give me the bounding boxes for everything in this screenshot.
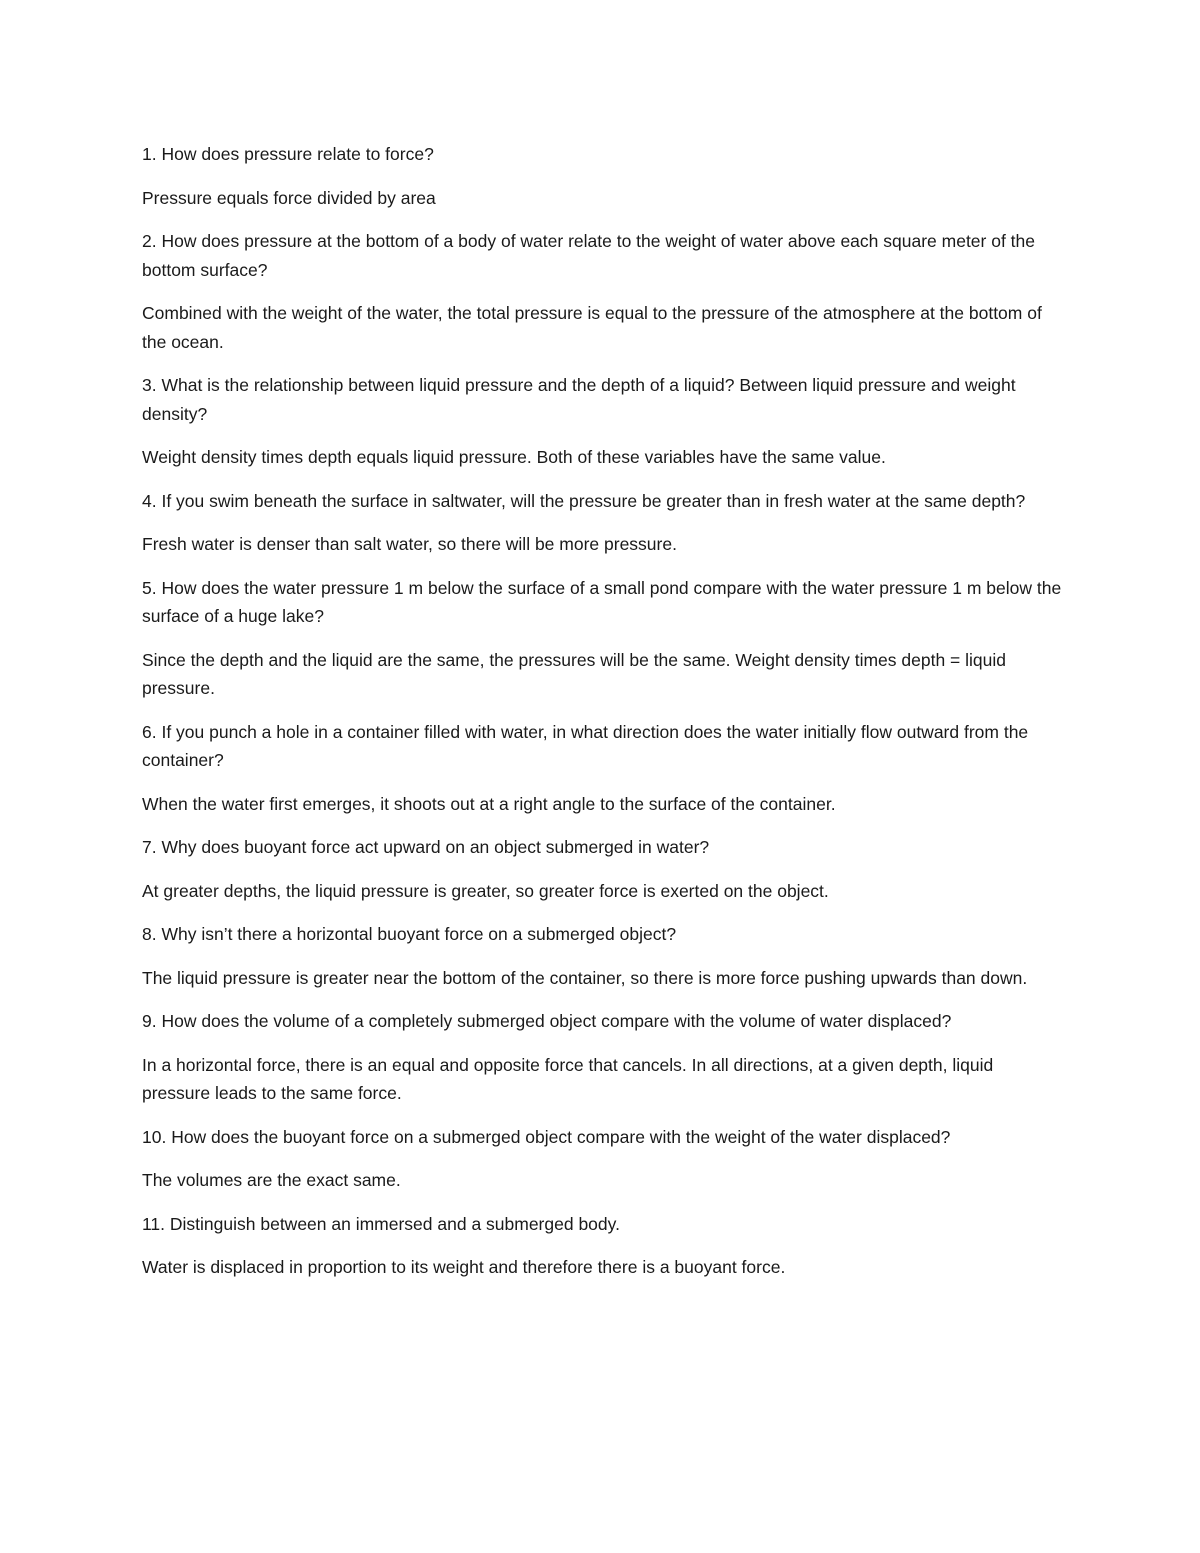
- question-7: 7. Why does buoyant force act upward on an object submerged in water?: [142, 837, 710, 857]
- answer-2: Combined with the weight of the water, the total pressure is equal to the pressure of the atmosphere at the bottom of the ocean.: [142, 303, 1042, 352]
- question-2: 2. How does pressure at the bottom of a body of water relate to the weight of water above each square meter of the bottom surface?: [142, 231, 1036, 280]
- question-6: 6. If you punch a hole in a container filled with water, in what direction does the water initially flow outward from the container?: [142, 721, 1029, 770]
- question-10: 10. How does the buoyant force on a submerged object compare with the weight of the water displaced?: [142, 1126, 951, 1147]
- answer-1: Pressure equals force divided by area: [142, 187, 436, 208]
- question-5: 5. How does the water pressure 1 m below the surface of a small pond compare with the water pressure 1 m below the surface of a huge lake?: [142, 577, 1062, 626]
- question-8: 8. Why isn’t there a horizontal buoyant force on a submerged object?: [142, 924, 677, 944]
- answer-8: The liquid pressure is greater near the bottom of the container, so there is more force pushing upwards than down.: [142, 967, 1028, 988]
- answer-6: When the water first emerges, it shoots out at a right angle to the surface of the container.: [142, 793, 836, 814]
- question-11: 11. Distinguish between an immersed and a submerged body.: [142, 1213, 620, 1234]
- answer-3: Weight density times depth equals liquid pressure. Both of these variables have the same value.: [142, 447, 886, 467]
- answer-9: In a horizontal force, there is an equal and opposite force that cancels. In all directions, at a given depth, liquid pressure leads to the same force.: [142, 1054, 994, 1103]
- question-9: 9. How does the volume of a completely submerged object compare with the volume of water displaced?: [142, 1011, 952, 1031]
- answer-7: At greater depths, the liquid pressure is greater, so greater force is exerted on the object.: [142, 880, 829, 901]
- question-1: 1. How does pressure relate to force?: [142, 144, 434, 164]
- answer-10: The volumes are the exact same.: [142, 1170, 401, 1190]
- question-4: 4. If you swim beneath the surface in saltwater, will the pressure be greater than in fresh water at the same depth?: [142, 490, 1026, 511]
- answer-5: Since the depth and the liquid are the same, the pressures will be the same. Weight density times depth = liquid pressure.: [142, 649, 1006, 698]
- question-3: 3. What is the relationship between liquid pressure and the depth of a liquid? Between liquid pressure and weight density?: [142, 375, 1016, 424]
- answer-4: Fresh water is denser than salt water, so there will be more pressure.: [142, 534, 677, 554]
- answer-11: Water is displaced in proportion to its weight and therefore there is a buoyant force.: [142, 1257, 786, 1277]
- document-body: [142, 140, 1062, 1297]
